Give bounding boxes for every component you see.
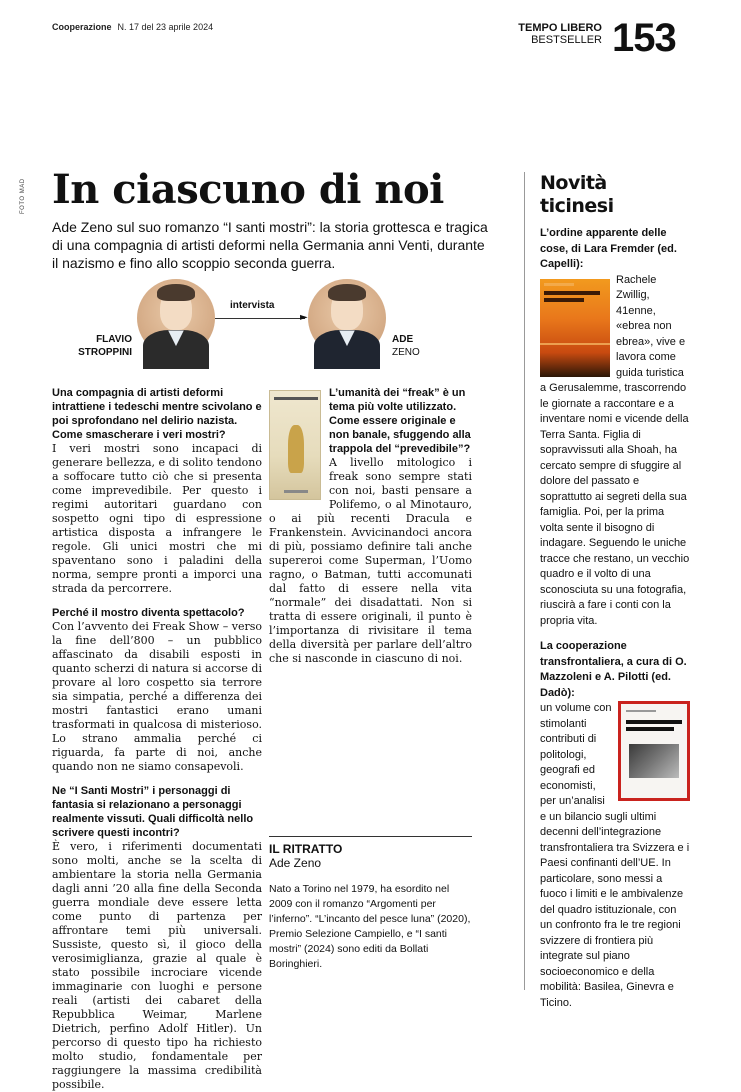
interviewee-portrait <box>308 279 386 357</box>
ritratto-body: Nato a Torino nel 1979, ha esordito nel 2009 con il romanzo “Argomenti per l’inferno”. “L’incanto del pesce luna” (2020), Premio Selezione Campiello, e “I santi mostri” (2024) sono editi da Bollati Boringhieri. <box>269 883 471 970</box>
issue-info: N. 17 del 23 aprile 2024 <box>117 22 214 32</box>
book-1-description: Rachele Zwillig, 41enne, «ebrea non ebrea», vive e lavora come guida turistica a Gerusalemme, trascorrendo le giornate a raccontare e a inventare nomi e vicende della Terra Santa. Figlia di sopravvissuti alla Shoah, ha cercato sempre di sfuggire al dolore del passato e soprattutto ai segreti della sua famiglia. Poi, per la prima volta sente il bisogno di indagare. Seguendo le uniche tracce che restano, un vecchio quadro e il volto di una sconosciuta su una fotografia, riuscirà a fare i conti con la propria vita. <box>540 273 690 627</box>
sidebar-title: Novità ticinesi <box>540 172 614 217</box>
sidebar-content <box>540 226 690 1011</box>
book-cover-ordine-apparente <box>540 279 610 377</box>
question-1: Una compagnia di artisti deformi intrattiene i tedeschi mentre scivolano e poi sprofondano nel delirio nazista. Come smascherare i veri mostri? <box>52 387 262 441</box>
photo-credit-text: FOTO MAD <box>20 178 26 214</box>
photo-credit <box>20 174 32 214</box>
interview-connector <box>215 318 305 319</box>
answer-2: Con l’avvento dei Freak Show – verso la fine dell’800 – un pubblico affascinato da disabili esposti in quanto scherzi di natura si accorse di provare al loro cospetto sia terrore sia simpatia, perché a differenza dei mostri fantastici erano umani trasformati in qualcosa di misterioso. Lo strano ammalia perché ci riguarda, fa parte di noi, anche quando non ne siamo consapevoli. <box>52 620 262 773</box>
answer-3: È vero, i riferimenti documentati sono molti, anche se la scelta di ambientare la storia nella Germania dagli anni ’20 alla fine della Seconda guerra mondiale deve essere letta come punto di partenza per affrontare temi più universali. Sussiste, questo sì, il gioco della verosimiglianza, grazie al quale è stato possibile incrociare vicende immaginarie con luoghi e persone reali (artisti dei cabaret della Repubblica Weimar, Marlene Dietrich, perfino Adolf Hitler). Un percorso di questo tipo ha richiesto molto studio, fondamentale per raggiungere la massima credibilità possibile. <box>52 840 262 1091</box>
subsection-title: BESTSELLER <box>531 34 602 46</box>
answer-4: A livello mitologico i freak sono sempre stati con noi, basti pensare a Polifemo, o al Minotauro, o ai più recenti Dracula e Frankenstein. Avvicinandoci ancora di più, possiamo definire tali anche supereroi come Superman, l’Uomo ragno, o Batman, tutti accomunati dal fatto di essere nella vita “normale” dei disadattati. Non si tratta di essere originali, il punto è l’importanza di rivisitare il tema della diversità per parlare dell’altro che si nasconde in ciascuno di noi. <box>269 456 472 665</box>
book-cover-cooperazione-transfrontaliera <box>618 701 690 801</box>
book-2-title: La cooperazione transfrontaliera, a cura di O. Mazzoleni e A. Pilotti (ed. Dadò): <box>540 640 687 699</box>
arrow-right-icon: ► <box>300 312 308 323</box>
sidebar-divider <box>524 172 525 990</box>
article-headline: In ciascuno di noi <box>52 166 444 213</box>
interview-label: intervista <box>230 300 275 311</box>
sidebar-book-2 <box>540 639 690 701</box>
section-label <box>490 22 602 46</box>
question-2: Perché il mostro diventa spettacolo? <box>52 607 245 619</box>
book-1-title: L’ordine apparente delle cose, di Lara Fremder (ed. Capelli): <box>540 227 677 270</box>
sidebar-book-1 <box>540 226 690 273</box>
page-number: 153 <box>612 16 676 60</box>
answer-1: I veri mostri sono incapaci di generare bellezza, e di solito tendono a soffocare tutto ciò che si presenta come imprevedibile. Per questo i regimi autoritari guardano con sospetto ogni tipo di espressione artistica disposta a infrangere le regole. Gli unici mostri che mi spaventano sono i paladini della norma, sempre pronti a imporci una strada da percorrere. <box>52 442 262 595</box>
article-column-2 <box>269 386 472 666</box>
question-3: Ne “I Santi Mostri” i personaggi di fantasia si relazionano a personaggi realmente vissuti. Quali difficoltà nello scrivere questi incontri? <box>52 785 254 839</box>
interviewee-name: ADE ZENO <box>392 334 420 358</box>
section-title: TEMPO LIBERO <box>518 22 602 34</box>
interviewer-name: FLAVIO STROPPINI <box>78 334 132 358</box>
ritratto-title: IL RITRATTO <box>269 842 343 856</box>
article-lead: Ade Zeno sul suo romanzo “I santi mostri”: la storia grottesca e tragica di una compagnia di artisti deformi nella Germania anni Venti, durante il nazismo e fino allo scoppio seconda guerra. <box>52 219 488 271</box>
ritratto-divider <box>269 836 472 837</box>
question-4: L’umanità dei “freak” è un tema più volte utilizzato. Come essere originale e non banale, sfuggendo alla trappola del “prevedibile”? <box>329 387 471 455</box>
publication-header <box>52 22 213 32</box>
ritratto-name: Ade Zeno <box>269 856 322 870</box>
book-cover-i-santi-mostri <box>269 390 321 500</box>
publication-name: Cooperazione <box>52 22 112 32</box>
interviewer-portrait <box>137 279 215 357</box>
book-2-description: un volume con stimolanti contributi di politologi, geografi ed economisti, per un’analisi e un bilancio sugli ultimi decenni dell’integrazione transfrontaliera tra Svizzera e i Paesi confinanti dell’UE. In particolare, sono messi a fuoco i limiti e le ambivalenze del quadro istituzionale, con un confronto fra le tre regioni svizzere di frontiera più integrate sul piano socioeconomico e della mobilità: Basilea, Ginevra e Ticino. <box>540 702 690 1009</box>
article-column-1 <box>52 386 262 1092</box>
